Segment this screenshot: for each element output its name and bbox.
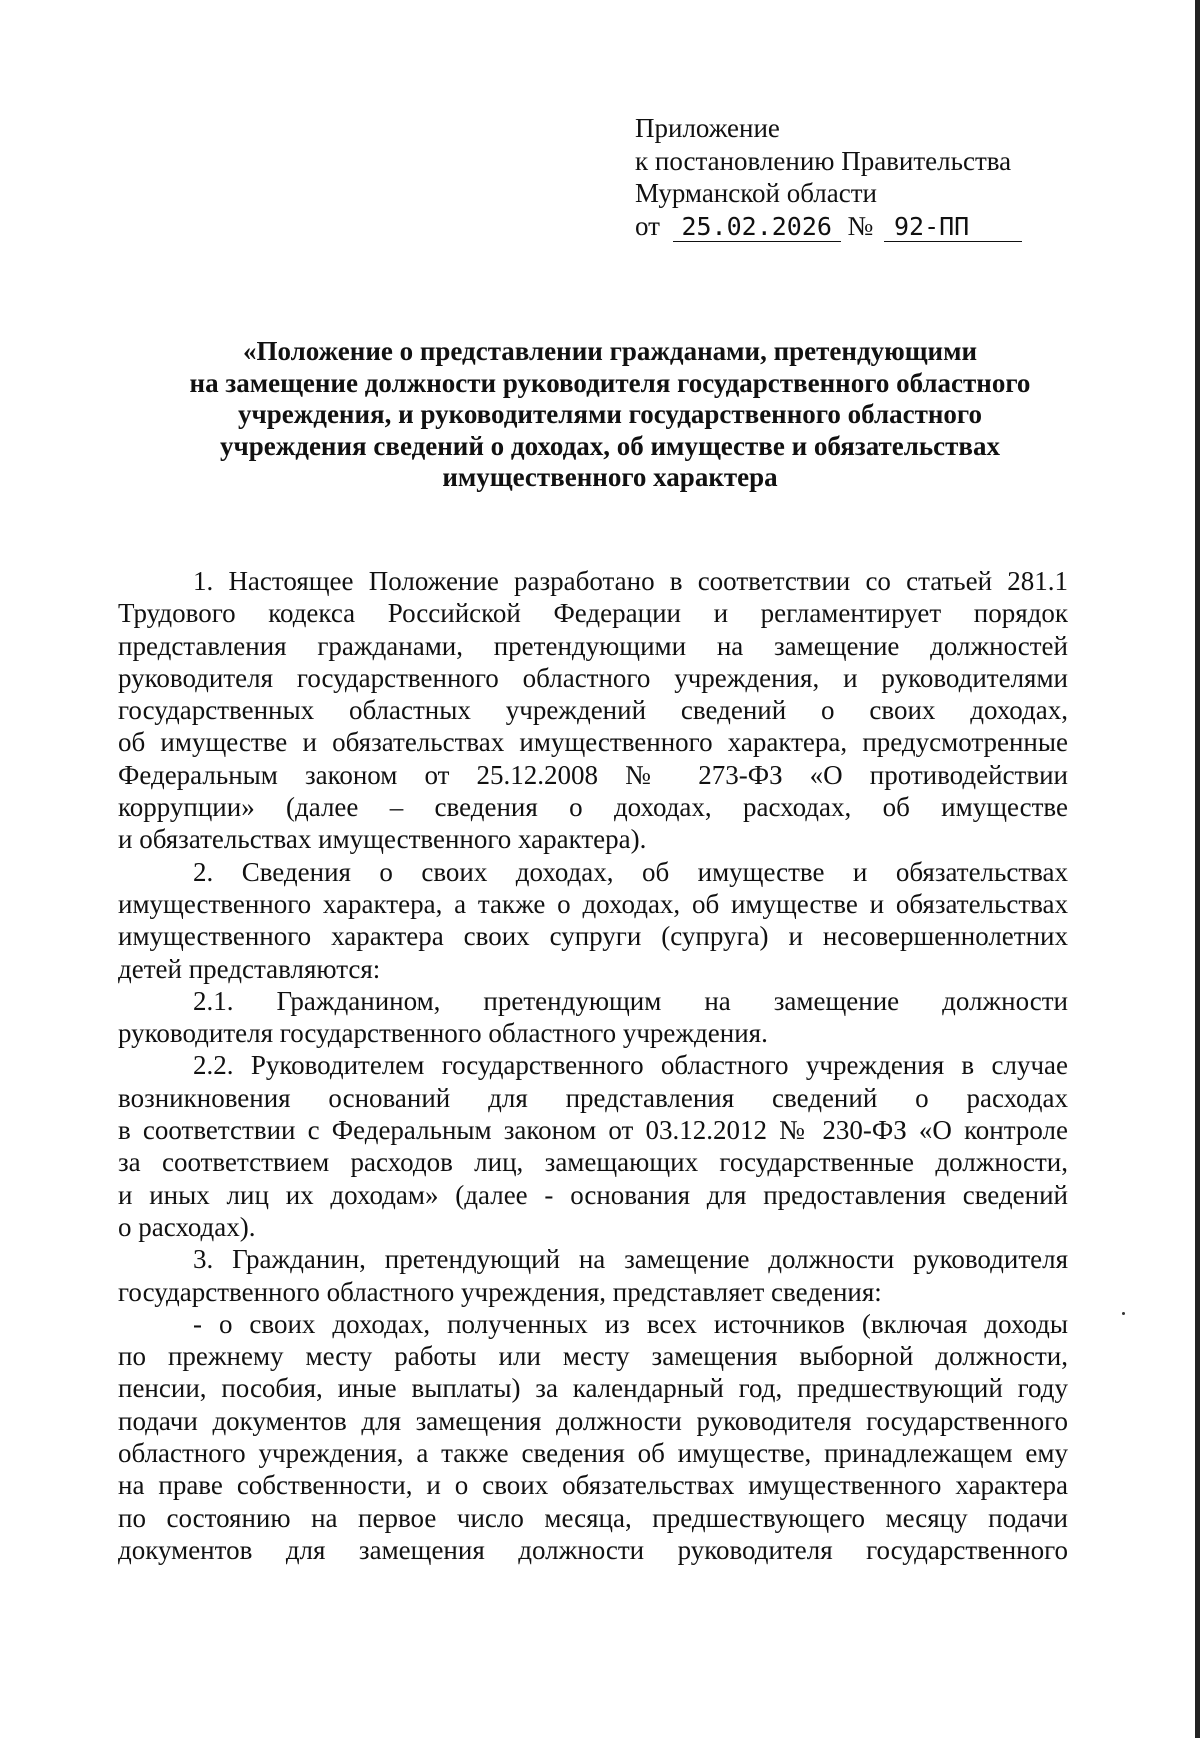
body-line: документов для замещения должности руководителя государственного (118, 1534, 1068, 1565)
resolution-date: 25.02.2026 (673, 213, 841, 242)
body-line: государственного областного учреждения, представляет сведения: (118, 1276, 882, 1307)
number-label: № (847, 210, 874, 241)
body-line: Федеральным законом от 25.12.2008 № 273-ФЗ «О противодействии (118, 759, 1068, 790)
resolution-number: 92-ПП (884, 213, 1022, 242)
scan-edge (1195, 0, 1200, 1738)
document-title (110, 336, 1110, 494)
body-line: возникновения оснований для представления сведений о расходах (118, 1082, 1068, 1113)
body-line: руководителя государственного областного учреждения. (118, 1018, 768, 1049)
body-line: о расходах). (118, 1211, 256, 1242)
body-line: областного учреждения, а также сведения об имуществе, принадлежащем ему (118, 1438, 1068, 1469)
body-line: детей представляются: (118, 953, 381, 984)
document-body (118, 565, 1068, 1566)
body-line: имущественного характера, а также о доходах, об имуществе и обязательствах (118, 888, 1068, 919)
body-line: на праве собственности, и о своих обязательствах имущественного характера (118, 1470, 1068, 1501)
body-line: по прежнему месту работы или месту замещения выборной должности, (118, 1341, 1068, 1372)
body-line: коррупции» (далее – сведения о доходах, расходах, об имуществе (118, 792, 1068, 823)
body-line: государственных областных учреждений сведений о своих доходах, (118, 695, 1068, 726)
title-line: учреждения, и руководителями государственного областного (237, 399, 983, 429)
body-line: 1. Настоящее Положение разработано в соответствии со статьей 281.1 (193, 566, 1068, 596)
body-line: пенсии, пособия, иные выплаты) за календарный год, предшествующий году (118, 1373, 1068, 1404)
body-line: - о своих доходах, полученных из всех источников (включая доходы (193, 1308, 1068, 1339)
appendix-line-region: Мурманской области (635, 178, 877, 208)
from-label: от (635, 210, 660, 241)
body-line: имущественного характера своих супруги (супруга) и несовершеннолетних (118, 921, 1068, 952)
appendix-block (635, 112, 1055, 242)
title-line: «Положение о представлении гражданами, претендующими (242, 336, 978, 366)
body-line: об имуществе и обязательствах имущественного характера, предусмотренные (118, 727, 1068, 758)
body-line: и иных лиц их доходам» (далее - основания для предоставления сведений (118, 1179, 1068, 1210)
title-line: учреждения сведений о доходах, об имуществе и обязательствах (219, 430, 1001, 461)
body-line: за соответствием расходов лиц, замещающих государственные должности, (118, 1147, 1068, 1178)
body-line: 3. Гражданин, претендующий на замещение должности руководителя (193, 1244, 1068, 1275)
body-line: 2. Сведения о своих доходах, об имуществе и обязательствах (193, 856, 1068, 887)
body-line: по состоянию на первое число месяца, предшествующего месяцу подачи (118, 1502, 1068, 1533)
body-line: и обязательствах имущественного характера). (118, 824, 647, 855)
body-line: в соответствии с Федеральным законом от 03.12.2012 № 230-ФЗ «О контроле (118, 1115, 1068, 1146)
body-line: представления гражданами, претендующими на замещение должностей (118, 630, 1068, 661)
body-line: подачи документов для замещения должности руководителя государственного (118, 1405, 1068, 1436)
body-line: Трудового кодекса Российской Федерации и регламентирует порядок (118, 598, 1068, 629)
scan-speck (1122, 1312, 1125, 1315)
body-line: 2.2. Руководителем государственного областного учреждения в случае (193, 1050, 1068, 1081)
title-line: на замещение должности руководителя государственного областного (189, 367, 1031, 398)
appendix-date-line (635, 210, 1055, 243)
title-line: имущественного характера (442, 462, 778, 492)
body-line: 2.1. Гражданином, претендующим на замещение должности (193, 985, 1068, 1016)
appendix-line-resolution: к постановлению Правительства (635, 145, 1012, 176)
appendix-heading: Приложение (635, 113, 780, 143)
body-line: руководителя государственного областного учреждения, и руководителями (118, 662, 1068, 693)
